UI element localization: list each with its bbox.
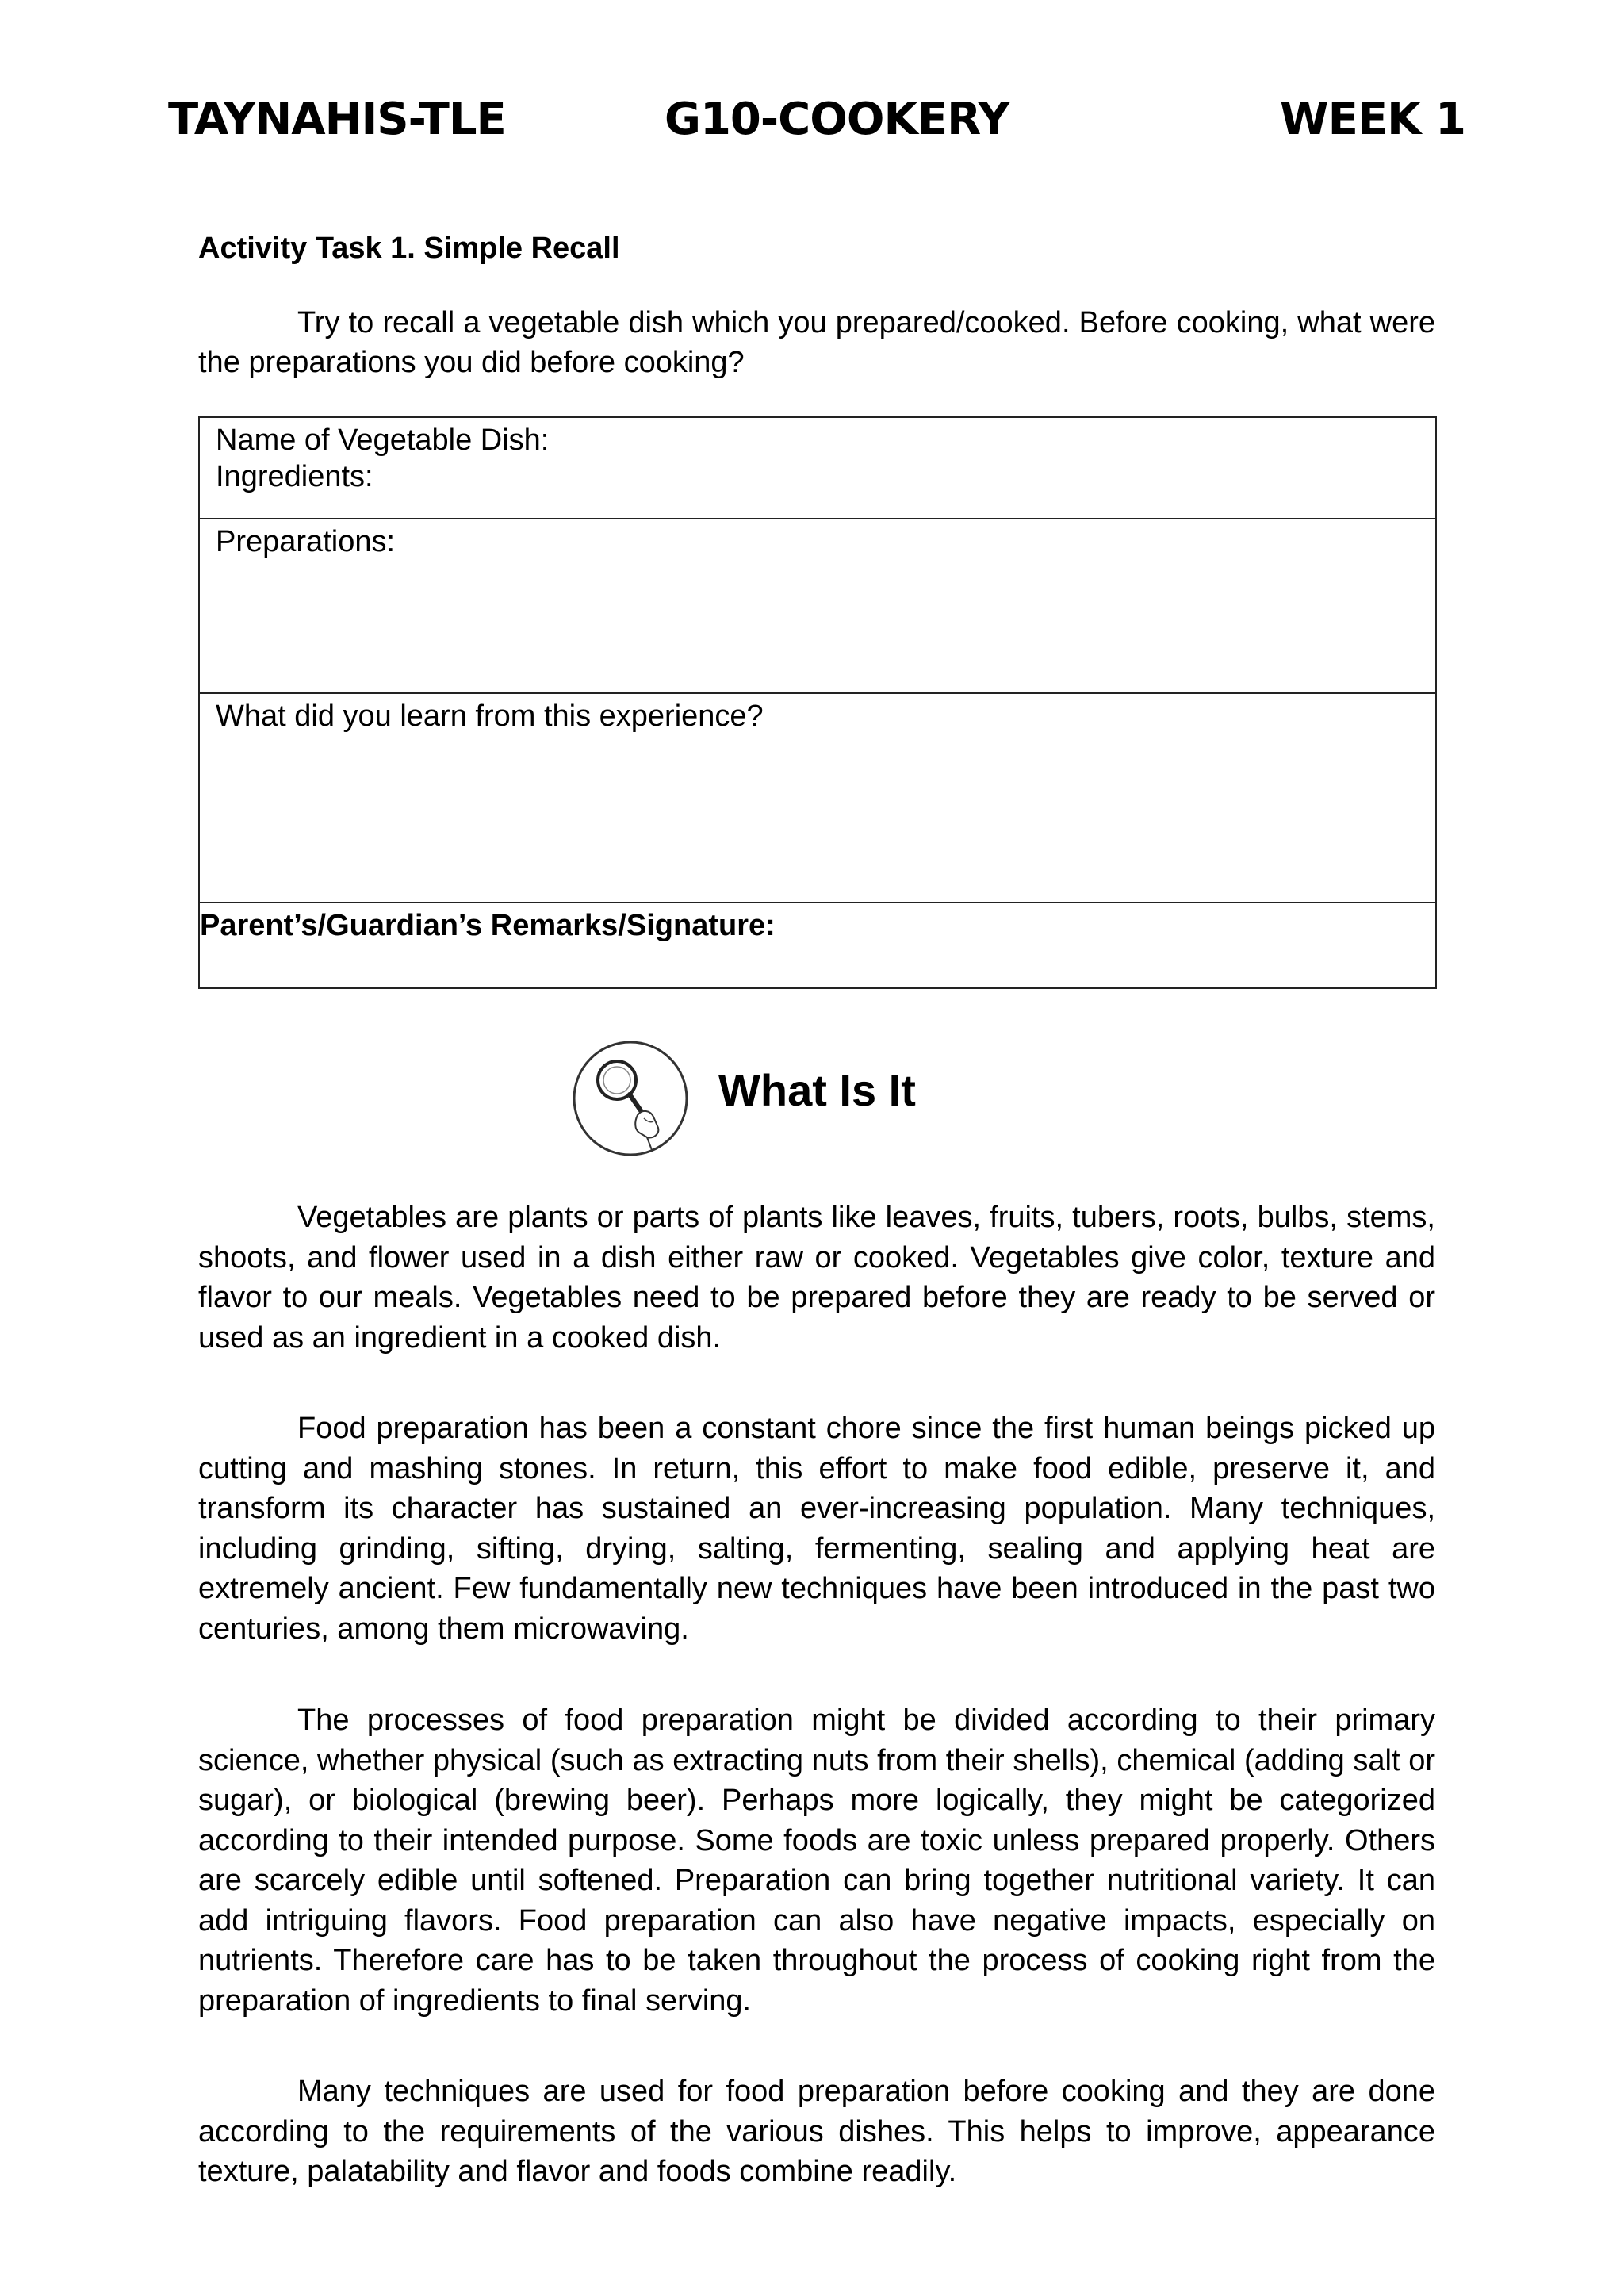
page-header: [0, 94, 1624, 165]
ingredients-label: Ingredients:: [216, 460, 373, 493]
activity-intro: Try to recall a vegetable dish which you prepared/cooked. Before cooking, what were the preparations you did before cooking?: [198, 306, 1435, 379]
header-school: TAYNAHIS-TLE: [168, 94, 506, 145]
paragraph-vegetables: Vegetables are plants or parts of plants like leaves, fruits, tubers, roots, bulbs, stems, shoots, and flower used in a dish either raw or cooked. Vegetables give color, texture and flavor to our meals. Vegetables need to be prepared before they are ready to be served or used as an ingredient in a cooked dish.: [198, 1201, 1435, 1355]
header-week: WEEK 1: [1279, 94, 1465, 145]
table-row-remarks[interactable]: [200, 903, 1435, 987]
table-row-preparations[interactable]: [200, 519, 1435, 694]
learning-label: What did you learn from this experience?: [216, 700, 764, 733]
magnifier-icon: [571, 1039, 690, 1158]
table-row-dish[interactable]: [200, 418, 1435, 519]
section-title: What Is It: [718, 1065, 916, 1115]
dish-name-label: Name of Vegetable Dish:: [216, 424, 550, 457]
paragraph-processes: The processes of food preparation might be divided according to their primary science, whether physical (such as extracting nuts from their shells), chemical (adding salt or sugar), or biological (brewing beer). Perhaps more logically, they might be categorized according to their intended purpose. Some foods are toxic unless prepared properly. Others are scarcely edible until softened. Preparation can bring together nutritional variety. It can add intriguing flavors. Food preparation can also have negative impacts, especially on nutrients. Therefore care has to be taken throughout the process of cooking right from the preparation of ingredients to final serving.: [198, 1704, 1435, 2018]
activity-title: Activity Task 1. Simple Recall: [198, 232, 620, 265]
paragraph-food-preparation: Food preparation has been a constant chore since the first human beings picked up cutting and mashing stones. In return, this effort to make food edible, preserve it, and transform its character has sustained an ever-increasing population. Many techniques, including grinding, sifting, drying, salting, fermenting, sealing and applying heat are extremely ancient. Few fundamentally new techniques have been introduced in the past two centuries, among them microwaving.: [198, 1412, 1435, 1646]
paragraph-techniques: Many techniques are used for food preparation before cooking and they are done according to the requirements of the various dishes. This helps to improve, appearance texture, palatability and flavor and foods combine readily.: [198, 2075, 1435, 2188]
header-subject: G10-COOKERY: [665, 94, 1009, 145]
preparations-label: Preparations:: [216, 525, 396, 558]
table-row-learning[interactable]: [200, 694, 1435, 903]
activity-table: [198, 416, 1437, 989]
remarks-label: Parent’s/Guardian’s Remarks/Signature:: [200, 909, 776, 942]
